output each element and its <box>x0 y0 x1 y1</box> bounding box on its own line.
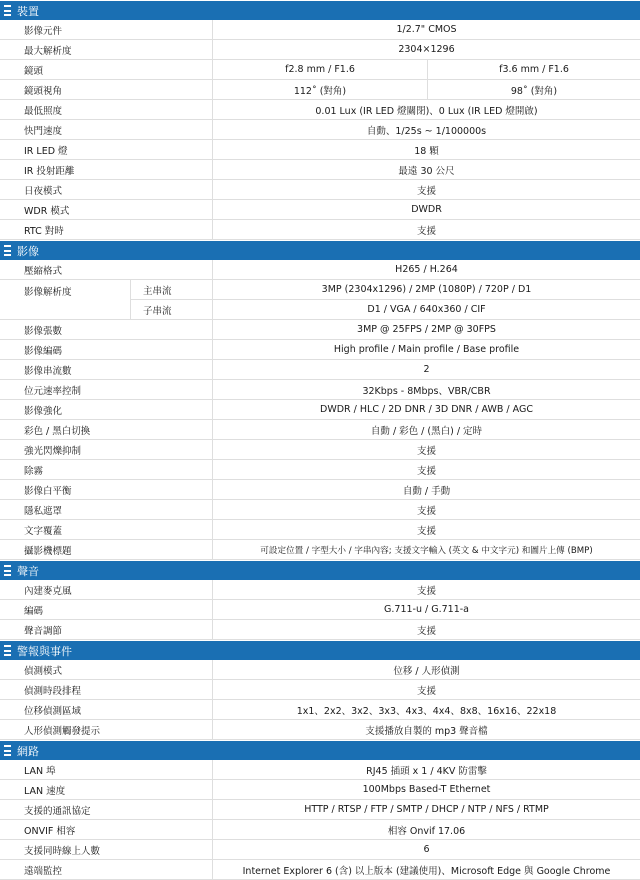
spec-value: 支援 <box>416 505 436 517</box>
list-icon <box>4 565 11 576</box>
spec-row <box>0 180 640 200</box>
spec-label: 隱私遮罩 <box>0 500 213 519</box>
spec-value: 支援 <box>416 445 436 457</box>
spec-label: 文字覆蓋 <box>0 520 213 539</box>
spec-row <box>0 420 640 440</box>
spec-row <box>0 460 640 480</box>
spec-label: 遠端監控 <box>0 860 213 879</box>
spec-sublabel: 子串流 <box>131 300 213 319</box>
spec-label: 位元速率控制 <box>0 380 213 399</box>
spec-label: 除霧 <box>0 460 213 479</box>
section-header-image <box>0 240 640 260</box>
spec-value: 1x1、2x2、3x2、3x3、4x3、4x4、8x8、16x16、22x18 <box>296 705 557 717</box>
spec-row <box>0 800 640 820</box>
spec-value: 支援 <box>416 465 436 477</box>
spec-label: IR LED 燈 <box>0 140 213 159</box>
spec-label: 鏡頭 <box>0 60 213 79</box>
spec-row <box>0 660 640 680</box>
spec-value: D1 / VGA / 640x360 / CIF <box>367 304 486 315</box>
spec-row <box>0 340 640 360</box>
list-icon <box>4 645 11 656</box>
spec-value: Internet Explorer 6 (含) 以上版本 (建議使用)、Microsoft Edge 與 Google Chrome <box>242 865 611 877</box>
spec-value: 支援播放自製的 mp3 聲音檔 <box>365 725 488 737</box>
spec-value: 支援 <box>416 185 436 197</box>
section-header-audio <box>0 560 640 580</box>
spec-row <box>0 320 640 340</box>
spec-label: 強光閃爍抑制 <box>0 440 213 459</box>
section-header-device <box>0 0 640 20</box>
spec-row <box>0 220 640 240</box>
spec-value: 2 <box>423 364 430 375</box>
spec-value: G.711-u / G.711-a <box>384 604 469 615</box>
spec-value: 0.01 Lux (IR LED 燈關閉)、0 Lux (IR LED 燈開啟) <box>315 105 538 117</box>
spec-row <box>0 80 640 100</box>
spec-value: 自動 / 手動 <box>402 485 451 497</box>
spec-value-model-a: 112˚ (對角) <box>213 80 428 99</box>
spec-label: 快門速度 <box>0 120 213 139</box>
spec-label: 鏡頭視角 <box>0 80 213 99</box>
spec-label: 編碼 <box>0 600 213 619</box>
spec-row <box>0 620 640 640</box>
spec-label: 偵測模式 <box>0 660 213 679</box>
spec-row <box>0 860 640 880</box>
spec-value: 6 <box>423 844 430 855</box>
spec-label: 支援的通訊協定 <box>0 800 213 819</box>
spec-row <box>0 140 640 160</box>
spec-label: 壓縮格式 <box>0 260 213 279</box>
spec-row <box>0 520 640 540</box>
spec-value: 支援 <box>416 585 436 597</box>
spec-label: 內建麥克風 <box>0 580 213 599</box>
spec-row <box>0 760 640 780</box>
spec-value: 可設定位置 / 字型大小 / 字串內容; 支援文字輸入 (英文 & 中文字元) 和圖片上傳 (BMP) <box>260 545 593 556</box>
spec-label: 聲音調節 <box>0 620 213 639</box>
spec-label: RTC 對時 <box>0 220 213 239</box>
spec-value: 支援 <box>416 525 436 537</box>
spec-value: RJ45 插頭 x 1 / 4KV 防雷擊 <box>366 765 487 777</box>
spec-row <box>0 160 640 180</box>
spec-value-model-a: f2.8 mm / F1.6 <box>213 60 428 79</box>
spec-value: 自動 / 彩色 / (黑白) / 定時 <box>370 425 483 437</box>
spec-value: 支援 <box>416 685 436 697</box>
spec-label: 攝影機標題 <box>0 540 213 559</box>
list-icon <box>4 745 11 756</box>
spec-row <box>0 120 640 140</box>
spec-sublabel: 主串流 <box>131 280 213 299</box>
spec-value-model-b: 98˚ (對角) <box>510 85 558 97</box>
section-header-network <box>0 740 640 760</box>
spec-row <box>131 280 640 300</box>
spec-value: DWDR <box>411 204 442 215</box>
spec-value: 100Mbps Based-T Ethernet <box>362 784 491 795</box>
spec-label: IR 投射距離 <box>0 160 213 179</box>
spec-row <box>0 480 640 500</box>
spec-label: 位移偵測區域 <box>0 700 213 719</box>
spec-label: 影像張數 <box>0 320 213 339</box>
spec-label: 影像解析度 <box>0 280 131 320</box>
spec-label: 最大解析度 <box>0 40 213 59</box>
spec-row <box>0 380 640 400</box>
spec-label: WDR 模式 <box>0 200 213 219</box>
spec-row <box>0 540 640 560</box>
section-header-alarm <box>0 640 640 660</box>
spec-row <box>0 840 640 860</box>
spec-row <box>0 820 640 840</box>
spec-value: 3MP @ 25FPS / 2MP @ 30FPS <box>357 324 496 335</box>
spec-label: 影像串流數 <box>0 360 213 379</box>
spec-value: 3MP (2304x1296) / 2MP (1080P) / 720P / D1 <box>321 284 532 295</box>
spec-label: 彩色 / 黑白切換 <box>0 420 213 439</box>
spec-row <box>0 440 640 460</box>
spec-value: 1/2.7" CMOS <box>396 24 457 35</box>
list-icon <box>4 245 11 256</box>
spec-row <box>0 360 640 380</box>
spec-value: 支援 <box>416 225 436 237</box>
spec-row <box>0 40 640 60</box>
spec-label: 人形偵測觸發提示 <box>0 720 213 739</box>
spec-row <box>0 60 640 80</box>
spec-value: DWDR / HLC / 2D DNR / 3D DNR / AWB / AGC <box>320 404 533 415</box>
spec-row <box>131 300 640 320</box>
spec-value: 最遠 30 公尺 <box>398 165 455 177</box>
section-title: 裝置 <box>17 4 39 18</box>
spec-label: 影像元件 <box>0 20 213 39</box>
section-title: 警報與事件 <box>17 644 72 658</box>
spec-row <box>0 700 640 720</box>
spec-label: LAN 埠 <box>0 760 213 779</box>
spec-value: HTTP / RTSP / FTP / SMTP / DHCP / NTP / NFS / RTMP <box>304 804 549 815</box>
spec-row <box>0 400 640 420</box>
spec-value: 32Kbps - 8Mbps、VBR/CBR <box>362 385 491 397</box>
spec-value: H265 / H.264 <box>395 264 458 275</box>
spec-value: 18 顆 <box>414 145 439 157</box>
section-title: 聲音 <box>17 564 39 578</box>
spec-label: ONVIF 相容 <box>0 820 213 839</box>
spec-value: High profile / Main profile / Base profile <box>333 344 520 355</box>
spec-row <box>0 200 640 220</box>
spec-label: LAN 速度 <box>0 780 213 799</box>
spec-row <box>0 780 640 800</box>
spec-label: 偵測時段排程 <box>0 680 213 699</box>
list-icon <box>4 5 11 16</box>
spec-label: 影像白平衡 <box>0 480 213 499</box>
spec-row <box>0 600 640 620</box>
spec-value: 相容 Onvif 17.06 <box>387 825 466 837</box>
spec-label: 支援同時線上人數 <box>0 840 213 859</box>
spec-label: 最低照度 <box>0 100 213 119</box>
spec-value-model-b: f3.6 mm / F1.6 <box>499 64 569 75</box>
spec-label: 日夜模式 <box>0 180 213 199</box>
spec-row <box>0 500 640 520</box>
resolution-group <box>0 280 640 320</box>
spec-value: 自動、1/25s ~ 1/100000s <box>366 125 487 137</box>
section-title: 網路 <box>17 744 39 758</box>
spec-row <box>0 20 640 40</box>
section-title: 影像 <box>17 244 39 258</box>
spec-value: 位移 / 人形偵測 <box>393 665 460 677</box>
spec-label: 影像編碼 <box>0 340 213 359</box>
spec-row <box>0 100 640 120</box>
spec-value: 支援 <box>416 625 436 637</box>
spec-value: 2304×1296 <box>398 44 455 55</box>
spec-row <box>0 720 640 740</box>
spec-label: 影像強化 <box>0 400 213 419</box>
spec-row <box>0 260 640 280</box>
spec-row <box>0 580 640 600</box>
spec-row <box>0 680 640 700</box>
